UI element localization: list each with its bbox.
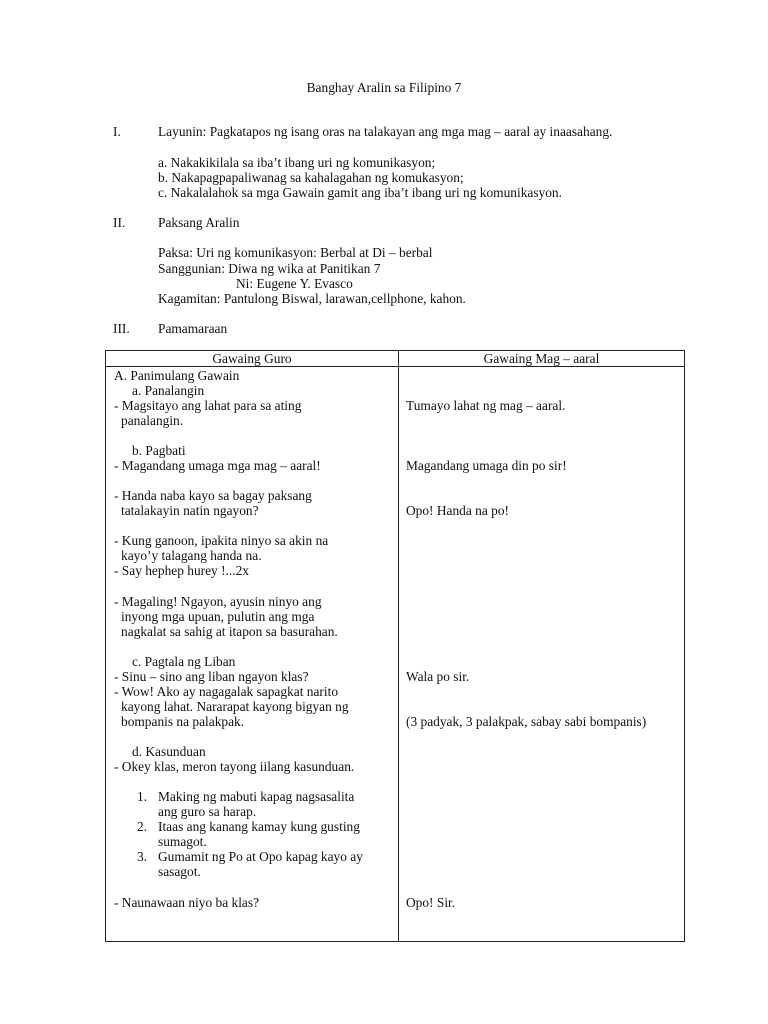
- pamamaraan-heading: Pamamaraan: [158, 321, 228, 336]
- guro-line: kayong lahat. Nararapat kayong bigyan ng: [121, 699, 349, 714]
- guro-cell: [106, 367, 399, 942]
- section-numeral-1: I.: [113, 124, 121, 139]
- guro-line: - Kung ganoon, ipakita ninyo sa akin na: [114, 533, 329, 548]
- guro-line: bompanis na palakpak.: [121, 714, 245, 729]
- guro-line: panalangin.: [121, 413, 184, 428]
- mag-aaral-line: Magandang umaga din po sir!: [406, 458, 567, 473]
- author-line: Ni: Eugene Y. Evasco: [236, 276, 353, 291]
- rule-text: sumagot.: [158, 834, 207, 849]
- mag-aaral-line: (3 padyak, 3 palakpak, sabay sabi bompanis): [406, 714, 647, 729]
- header-gawaing-guro: Gawaing Guro: [106, 351, 399, 367]
- rule-text: Itaas ang kanang kamay kung gusting: [158, 819, 360, 834]
- guro-line: - Magaling! Ngayon, ayusin ninyo ang: [114, 594, 322, 609]
- rule-text: Making ng mabuti kapag nagsasalita: [158, 789, 355, 804]
- rule-text: sasagot.: [158, 864, 201, 879]
- pagtala-label: c. Pagtala ng Liban: [132, 654, 236, 669]
- guro-line: tatalakayin natin ngayon?: [121, 503, 259, 518]
- guro-line: - Okey klas, meron tayong iilang kasunduan.: [114, 759, 355, 774]
- table-header-row: [106, 351, 685, 367]
- layunin-item-a: a. Nakakikilala sa iba’t ibang uri ng komunikasyon;: [158, 155, 436, 170]
- kasunduan-label: d. Kasunduan: [132, 744, 206, 759]
- document-title: Banghay Aralin sa Filipino 7: [306, 80, 462, 95]
- section-numeral-3: III.: [113, 321, 130, 336]
- guro-line: - Handa naba kayo sa bagay paksang: [114, 488, 312, 503]
- guro-line: - Magsitayo ang lahat para sa ating: [114, 398, 302, 413]
- guro-line: - Wow! Ako ay nagagalak sapagkat narito: [114, 684, 339, 699]
- rule-text: Gumamit ng Po at Opo kapag kayo ay: [158, 849, 363, 864]
- guro-line: inyong mga upuan, pulutin ang mga: [121, 609, 315, 624]
- pagbati-label: b. Pagbati: [132, 443, 186, 458]
- rule-number: 1.: [137, 789, 148, 804]
- guro-line: - Magandang umaga mga mag – aaral!: [114, 458, 321, 473]
- mag-aaral-line: Opo! Handa na po!: [406, 503, 509, 518]
- guro-line: - Say hephep hurey !...2x: [114, 563, 249, 578]
- paksa-line: Paksa: Uri ng komunikasyon: Berbal at Di – berbal: [158, 245, 433, 260]
- guro-line: - Naunawaan niyo ba klas?: [114, 895, 260, 910]
- mag-aaral-cell: [399, 367, 685, 942]
- guro-line: nagkalat sa sahig at itapon sa basurahan.: [121, 624, 338, 639]
- table-body-row: [106, 367, 685, 942]
- mag-aaral-line: Opo! Sir.: [406, 895, 456, 910]
- rule-number: 2.: [137, 819, 148, 834]
- sanggunian-line: Sanggunian: Diwa ng wika at Panitikan 7: [158, 261, 381, 276]
- paksang-aralin-heading: Paksang Aralin: [158, 215, 240, 230]
- rule-number: 3.: [137, 849, 148, 864]
- guro-line: - Sinu – sino ang liban ngayon klas?: [114, 669, 309, 684]
- rule-text: ang guro sa harap.: [158, 804, 257, 819]
- panalangin-label: a. Panalangin: [132, 383, 205, 398]
- layunin-item-c: c. Nakalalahok sa mga Gawain gamit ang iba’t ibang uri ng komunikasyon.: [158, 185, 562, 200]
- header-gawaing-mag-aaral: Gawaing Mag – aaral: [399, 351, 685, 367]
- layunin-heading: Layunin: Pagkatapos ng isang oras na talakayan ang mga mag – aaral ay inaasahang.: [158, 124, 613, 139]
- layunin-item-b: b. Nakapagpapaliwanag sa kahalagahan ng komukasyon;: [158, 170, 464, 185]
- lesson-table: [105, 350, 685, 942]
- panimulang-gawain-heading: A. Panimulang Gawain: [114, 368, 240, 383]
- kagamitan-line: Kagamitan: Pantulong Biswal, larawan,cellphone, kahon.: [158, 291, 466, 306]
- mag-aaral-line: Wala po sir.: [406, 669, 470, 684]
- section-numeral-2: II.: [113, 215, 126, 230]
- guro-line: kayo’y talagang handa na.: [121, 548, 262, 563]
- mag-aaral-line: Tumayo lahat ng mag – aaral.: [406, 398, 566, 413]
